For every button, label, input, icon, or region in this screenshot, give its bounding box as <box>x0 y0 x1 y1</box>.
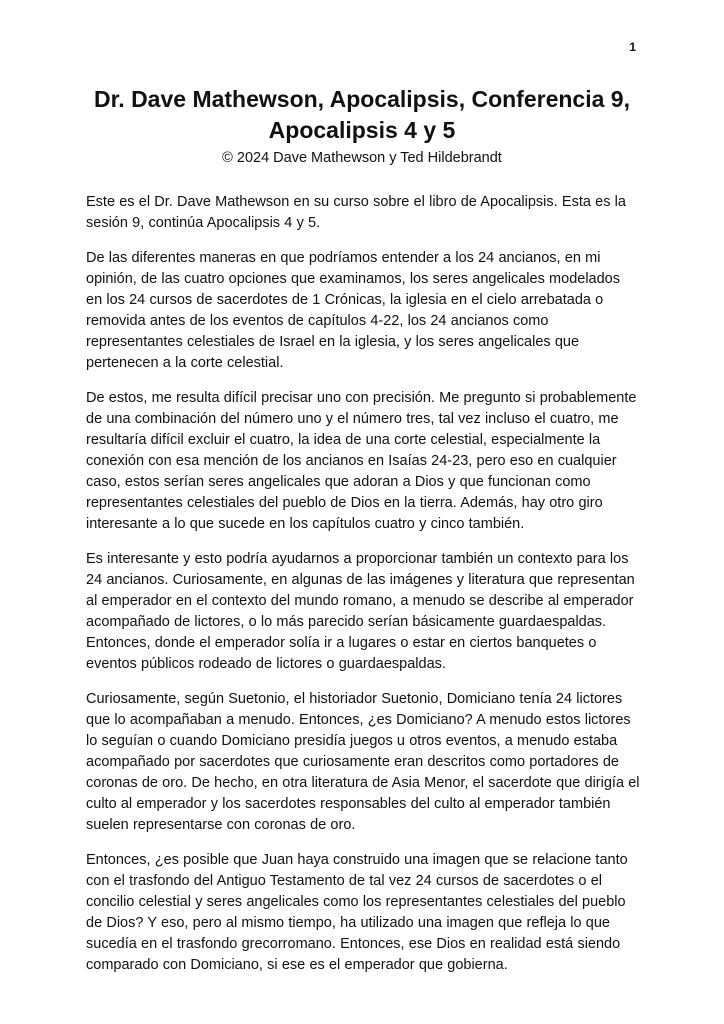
paragraph: Entonces, ¿es posible que Juan haya construido una imagen que se relacione tanto con el trasfondo del Antiguo Testamento de tal vez 24 cursos de sacerdotes o el concilio celestial y seres angelicales como los representantes celestiales del pueblo de Dios? Y eso, pero al mismo tiempo, ha utilizado una imagen que refleja lo que sucedía en el trasfondo grecorromano. Entonces, ese Dios en realidad está siendo comparado con Domiciano, si ese es el emperador que gobierna. <box>86 852 628 973</box>
paragraph: De las diferentes maneras en que podríamos entender a los 24 ancianos, en mi opinión, de las cuatro opciones que examinamos, los seres angelicales modelados en los 24 cursos de sacerdotes de 1 Crónicas, la iglesia en el cielo arrebatada o removida antes de los eventos de capítulos 4-22, los 24 ancianos como representantes celestiales de Israel en la iglesia, y los seres angelicales que pertenecen a la corte celestial. <box>86 250 620 371</box>
document-header <box>0 0 724 168</box>
paragraph: Curiosamente, según Suetonio, el historiador Suetonio, Domiciano tenía 24 lictores que lo acompañaban a menudo. Entonces, ¿es Domiciano? A menudo estos lictores lo seguían o cuando Domiciano presidía juegos u otros eventos, a menudo estaba acompañado por sacerdotes que curiosamente eran descritos como portadores de coronas de oro. De hecho, en otra literatura de Asia Menor, el sacerdote que dirigía el culto al emperador y los sacerdotes responsables del culto al emperador también suelen representarse con coronas de oro. <box>86 691 640 833</box>
document-title-line-1: Dr. Dave Mathewson, Apocalipsis, Conferencia 9, <box>94 86 630 112</box>
copyright-line: © 2024 Dave Mathewson y Ted Hildebrandt <box>222 150 502 166</box>
paragraph: De estos, me resulta difícil precisar uno con precisión. Me pregunto si probablemente de una combinación del número uno y el número tres, tal vez incluso el cuatro, me resultaría difícil excluir el cuatro, la idea de una corte celestial, especialmente la conexión con esa mención de los ancianos en Isaías 24-23, pero eso en cualquier caso, estos serían seres angelicales que adoran a Dios y que funcionan como representantes celestiales del pueblo de Dios en la tierra. Además, hay otro giro interesante a lo que sucede en los capítulos cuatro y cinco también. <box>86 390 637 532</box>
paragraph: Es interesante y esto podría ayudarnos a proporcionar también un contexto para los 24 ancianos. Curiosamente, en algunas de las imágenes y literatura que representan al emperador en el contexto del mundo romano, a menudo se describe al emperador acompañado de lictores, o lo más parecido serían básicamente guardaespaldas. Entonces, donde el emperador solía ir a lugares o estar en ciertos banquetes o eventos públicos rodeado de lictores o guardaespaldas. <box>86 551 635 672</box>
paragraph: Este es el Dr. Dave Mathewson en su curso sobre el libro de Apocalipsis. Esta es la sesión 9, continúa Apocalipsis 4 y 5. <box>86 194 626 231</box>
document-title-line-2: Apocalipsis 4 y 5 <box>268 117 456 143</box>
document-title <box>0 84 724 146</box>
document-body <box>86 192 640 976</box>
page-number: 1 <box>629 40 636 54</box>
